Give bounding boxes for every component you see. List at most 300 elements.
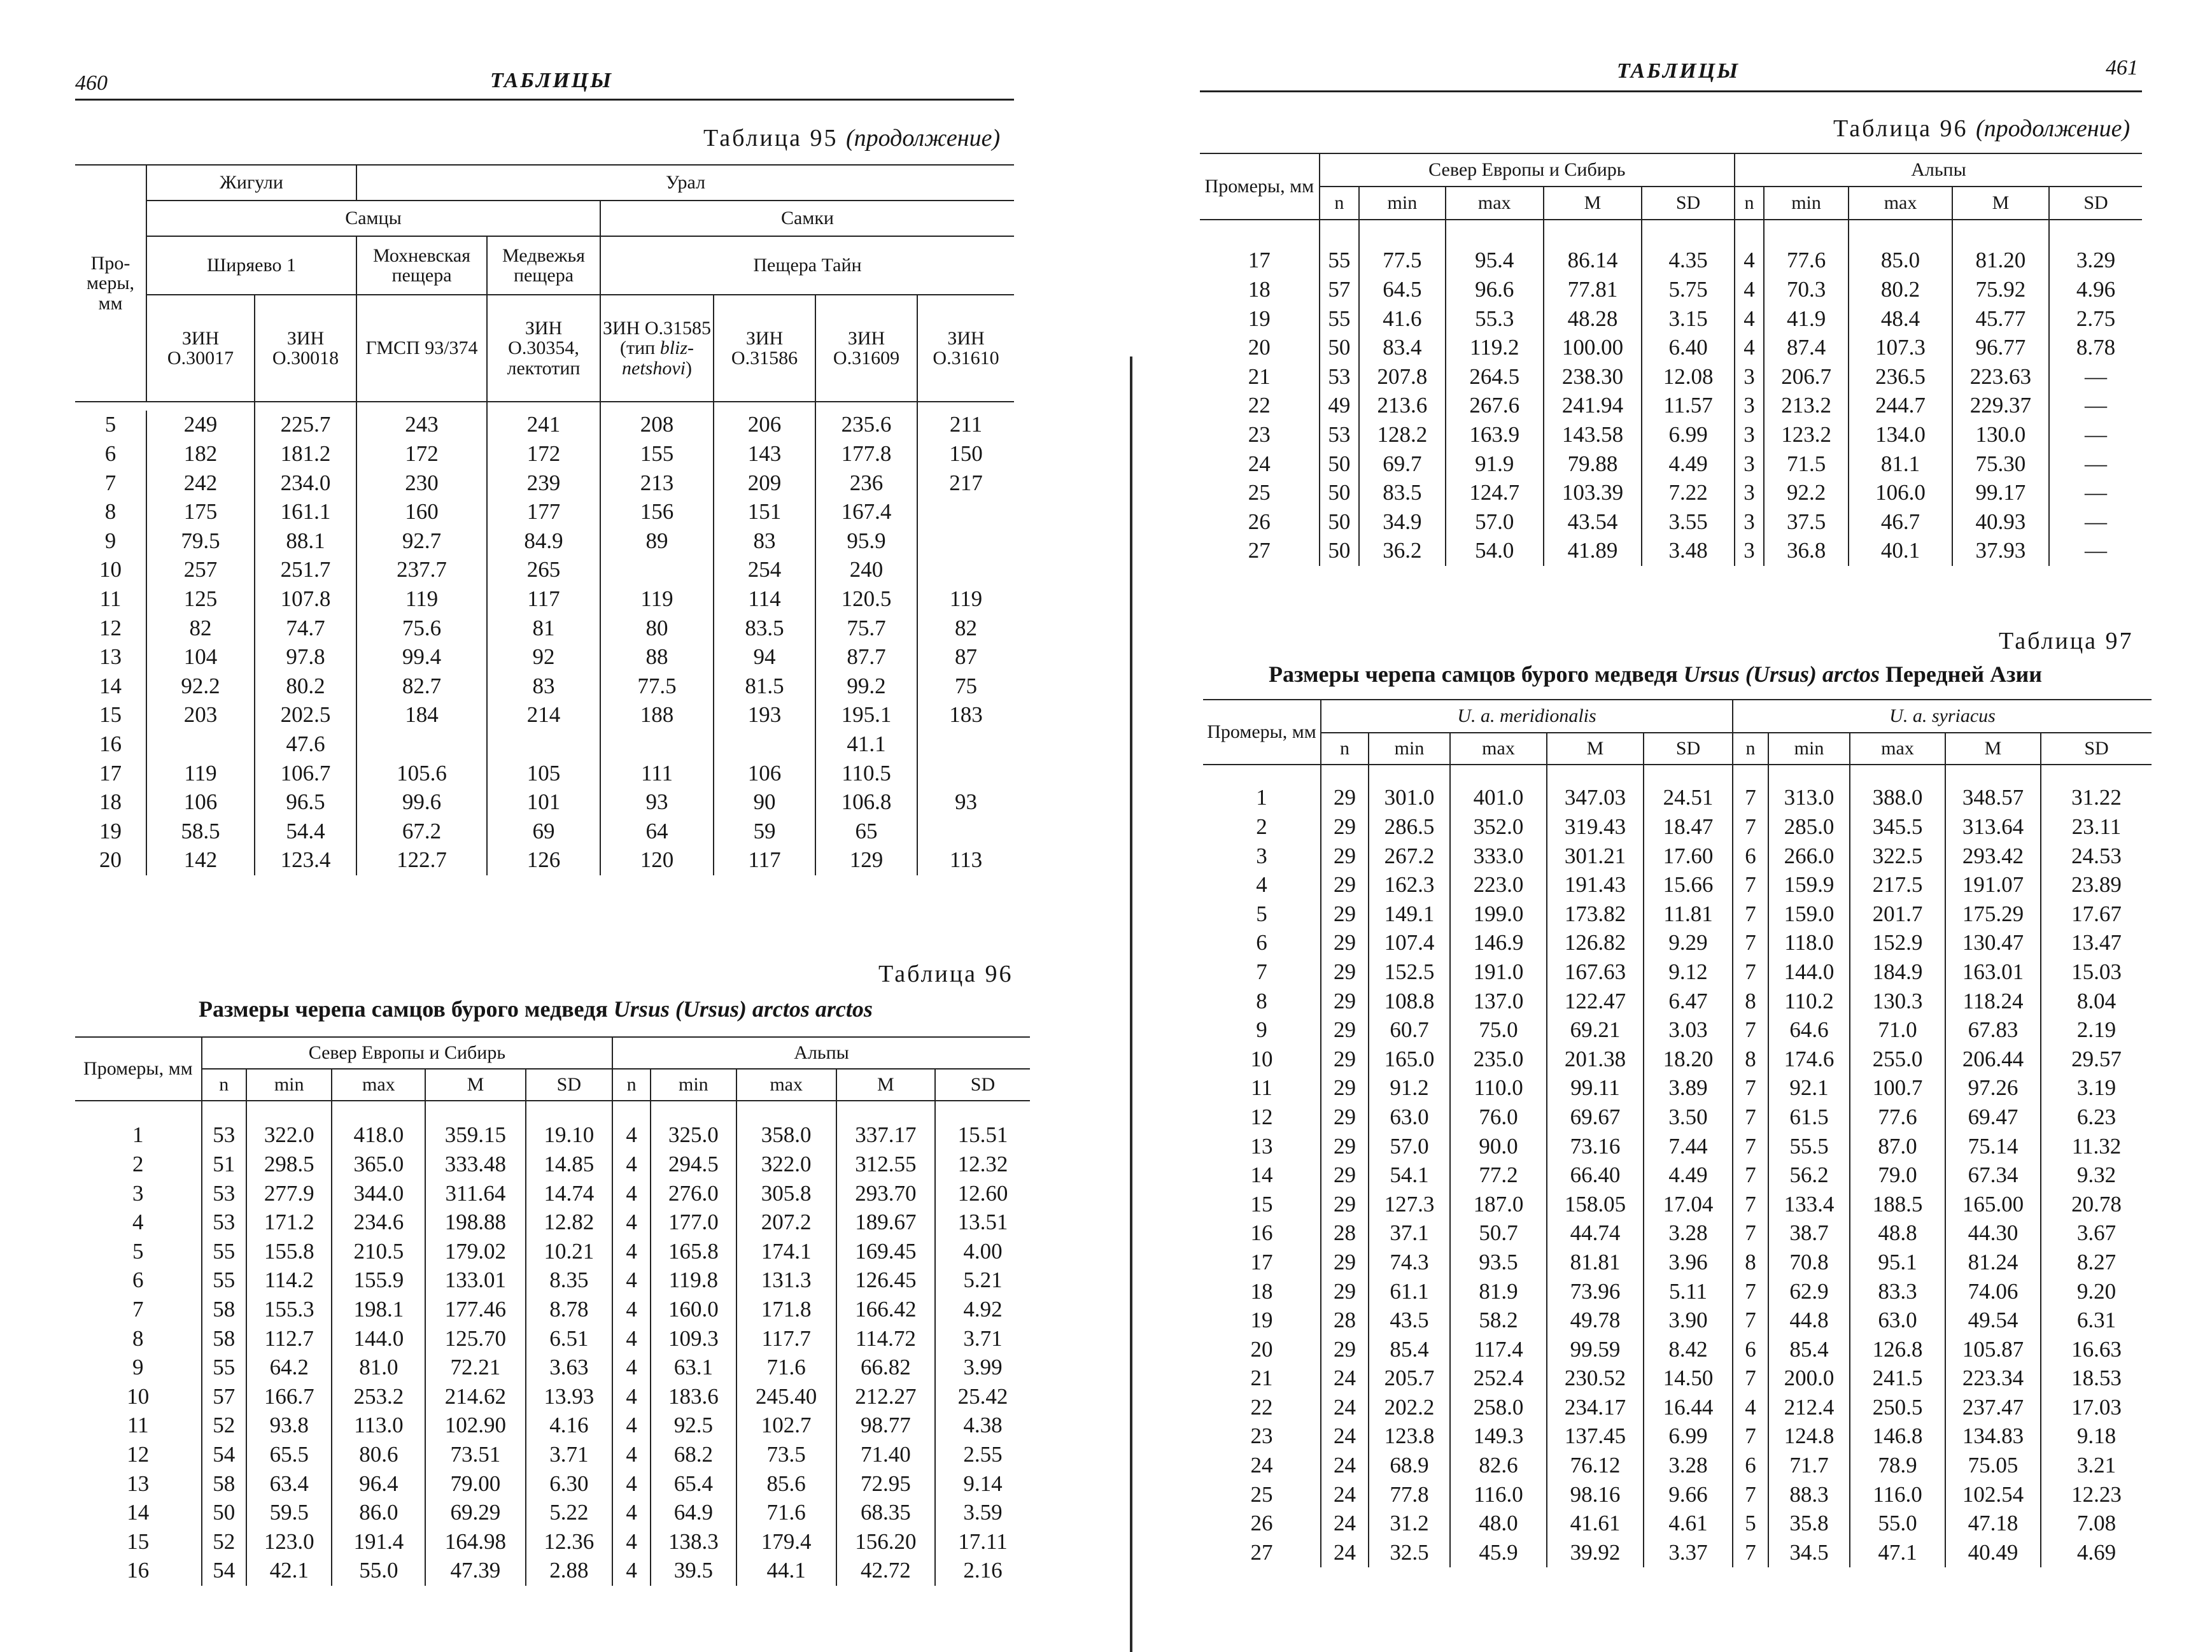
table-cell: 80: [600, 614, 714, 643]
table-cell: 241: [487, 411, 600, 440]
table-cell: 74.7: [255, 614, 356, 643]
table-cell: 122.47: [1547, 987, 1644, 1016]
table-cell: 7: [1733, 1161, 1768, 1190]
table-cell: 239: [487, 469, 600, 498]
table-cell: 235.6: [815, 411, 917, 440]
table-row: [1203, 1480, 2152, 1509]
table-cell: [600, 730, 714, 759]
table-cell: 29: [1321, 1277, 1369, 1306]
header-medvezhya: Медвежья пещера: [487, 236, 600, 295]
header-rule-left: [75, 99, 1014, 101]
table-cell: 88.3: [1768, 1480, 1850, 1509]
table-cell: 48.28: [1544, 304, 1642, 334]
table-cell: 77.5: [1359, 246, 1445, 276]
table-cell: 55.0: [332, 1557, 425, 1586]
table-cell: 82.6: [1450, 1451, 1547, 1481]
table-cell: 3: [1735, 537, 1764, 566]
table-cell: 3.03: [1644, 1016, 1733, 1045]
table-cell: 124.8: [1768, 1422, 1850, 1451]
table-cell: 92.1: [1768, 1074, 1850, 1103]
table-cell: 123.4: [255, 846, 356, 875]
subheader-c7: ЗИН О.31609: [815, 295, 917, 402]
table-cell: 55: [1320, 304, 1360, 334]
table-cell: 173.82: [1547, 900, 1644, 929]
table-cell: 171.2: [246, 1208, 332, 1238]
table-cell: 37.5: [1764, 507, 1849, 537]
subheader-min-g1: min: [1359, 187, 1445, 220]
table-cell: 155.3: [246, 1295, 332, 1325]
table-cell: 114: [714, 585, 815, 614]
table-row: [75, 1353, 1030, 1383]
table-cell: 66.82: [836, 1353, 935, 1383]
table-cell: 7: [1733, 813, 1768, 842]
table-cell: 64.6: [1768, 1016, 1850, 1045]
table-row: [75, 1382, 1030, 1411]
running-head-left: ТАБЛИЦЫ: [490, 69, 614, 92]
table-cell: 6: [1733, 1451, 1768, 1481]
table-row: [1200, 537, 2142, 566]
table-cell: 230: [356, 469, 487, 498]
table-row: [1203, 1538, 2152, 1567]
table97-caption: Таблица 97: [1999, 628, 2134, 654]
table-cell: [714, 730, 815, 759]
table-cell: 165.8: [651, 1237, 736, 1266]
table-cell: 401.0: [1450, 784, 1547, 813]
table-cell: 92.2: [146, 672, 255, 701]
table-row: [1200, 334, 2142, 363]
table-cell: 84.9: [487, 526, 600, 556]
table-cell: 16.44: [1644, 1393, 1733, 1422]
table-cell: 91.2: [1369, 1074, 1450, 1103]
table-cell: 4: [612, 1527, 651, 1557]
table-cell: 89: [600, 526, 714, 556]
table-cell: 60.7: [1369, 1016, 1450, 1045]
row-label: 23: [1203, 1422, 1321, 1451]
table-cell: 64.5: [1359, 276, 1445, 305]
table-cell: 65.4: [651, 1469, 736, 1499]
header-alpy: Альпы: [1735, 153, 2142, 187]
table-cell: 53: [202, 1121, 246, 1150]
table-row: [1203, 842, 2152, 871]
table96: [75, 1036, 1030, 1586]
table-cell: 83.5: [714, 614, 815, 643]
table-cell: 69.21: [1547, 1016, 1644, 1045]
table-cell: 117.7: [736, 1324, 836, 1353]
table-cell: 207.8: [1359, 362, 1445, 392]
table-cell: 241.5: [1850, 1364, 1945, 1394]
header-sever: Север Европы и Сибирь: [202, 1037, 612, 1069]
table-cell: 209: [714, 469, 815, 498]
table-cell: 82.7: [356, 672, 487, 701]
table-cell: 7: [1733, 900, 1768, 929]
table-cell: 77.6: [1850, 1103, 1945, 1133]
table-cell: 118.24: [1945, 987, 2041, 1016]
table-cell: 208: [600, 411, 714, 440]
table-cell: 137.45: [1547, 1422, 1644, 1451]
col-header-promery: Про-меры, мм: [75, 165, 146, 402]
table-cell: 152.9: [1850, 929, 1945, 958]
table-cell: 69.67: [1547, 1103, 1644, 1133]
header-rule-right: [1200, 90, 2142, 92]
table-cell: 20.78: [2071, 1191, 2122, 1217]
subheader-n-g1: n: [202, 1069, 246, 1101]
table-cell: 365.0: [332, 1150, 425, 1180]
table-cell: 255.0: [1850, 1045, 1945, 1074]
table-cell: 117: [714, 846, 815, 875]
table-row: [75, 1441, 1030, 1470]
table-cell: 54.0: [1446, 537, 1544, 566]
table-cell: 71.0: [1850, 1016, 1945, 1045]
table-cell: 45.77: [1952, 304, 2049, 334]
table-cell: 48.0: [1450, 1509, 1547, 1539]
table-cell: 7: [1733, 784, 1768, 813]
table-cell: 119: [146, 759, 255, 788]
table-cell: 3: [1735, 362, 1764, 392]
table-row: [75, 1208, 1030, 1238]
table-cell: 3: [1735, 507, 1764, 537]
table-cell: [917, 556, 1014, 585]
table-cell: 69.47: [1945, 1103, 2041, 1133]
table-cell: 234.17: [1547, 1393, 1644, 1422]
table-cell: 347.03: [1547, 784, 1644, 813]
table-cell: 198.1: [332, 1295, 425, 1325]
table-cell: 97.8: [255, 643, 356, 672]
table-cell: 206.44: [1945, 1045, 2041, 1074]
table-cell: 77.6: [1764, 246, 1849, 276]
table-cell: 12.08: [1642, 362, 1735, 392]
row-label: 8: [75, 1324, 202, 1353]
table-row: [75, 614, 1014, 643]
table-cell: 4: [612, 1179, 651, 1208]
table-cell: 245.40: [736, 1382, 836, 1411]
table-cell: 236.5: [1849, 362, 1952, 392]
table-cell: 177.0: [651, 1208, 736, 1238]
table-cell: 96.6: [1446, 276, 1544, 305]
table-cell: 7: [1733, 958, 1768, 987]
table-cell: 237.7: [356, 556, 487, 585]
table-cell: 257: [146, 556, 255, 585]
row-label: 10: [75, 1382, 202, 1411]
table-cell: 212.4: [1768, 1393, 1850, 1422]
table-cell: 73.96: [1547, 1277, 1644, 1306]
table-cell: 3.96: [1644, 1248, 1733, 1278]
table-cell: 80.6: [332, 1441, 425, 1470]
table-cell: 12.32: [957, 1152, 1008, 1177]
table-cell: 175: [146, 498, 255, 527]
table-cell: 167.4: [815, 498, 917, 527]
table-cell: 344.0: [332, 1179, 425, 1208]
table-row: [75, 759, 1014, 788]
table-cell: 116.0: [1850, 1480, 1945, 1509]
table-cell: 3.55: [1642, 507, 1735, 537]
table-cell: 2.19: [2076, 1017, 2117, 1043]
subheader-max-g2: max: [736, 1069, 836, 1101]
table-cell: 3.71: [963, 1325, 1003, 1351]
table-cell: 93.8: [246, 1411, 332, 1441]
table-row: [1203, 958, 2152, 987]
table-cell: 99.17: [1952, 479, 2049, 508]
table-cell: 217: [949, 470, 983, 495]
table-cell: 55.0: [1850, 1509, 1945, 1539]
table-cell: 7: [1733, 1422, 1768, 1451]
table-cell: 71.5: [1764, 449, 1849, 479]
table-cell: 36.8: [1764, 537, 1849, 566]
table-cell: 63.1: [651, 1353, 736, 1383]
table-cell: 156.20: [836, 1527, 935, 1557]
table-cell: 101: [487, 788, 600, 817]
table-cell: 73.5: [736, 1441, 836, 1470]
row-label: 2: [75, 1150, 202, 1180]
table-cell: 179.4: [736, 1527, 836, 1557]
table-cell: 29: [1321, 929, 1369, 958]
table-cell: 67.83: [1945, 1016, 2041, 1045]
table-cell: 29: [1321, 1335, 1369, 1364]
row-label: 10: [75, 556, 146, 585]
table-cell: 137.0: [1450, 987, 1547, 1016]
header-samki: Самки: [600, 201, 1014, 236]
table-cell: 9.12: [1644, 958, 1733, 987]
table-cell: 41.61: [1547, 1509, 1644, 1539]
row-label: 25: [1203, 1480, 1321, 1509]
table-cell: 9.66: [1644, 1480, 1733, 1509]
table-cell: 44.1: [736, 1557, 836, 1586]
table-cell: 72.95: [836, 1469, 935, 1499]
table-cell: 134.0: [1849, 421, 1952, 450]
table-cell: 4.96: [2076, 277, 2116, 302]
table96-cont-caption: Таблица 96 (продолжение): [1833, 115, 2131, 142]
table-cell: 110.2: [1768, 987, 1850, 1016]
table-row: [75, 1121, 1030, 1150]
table-cell: 69.7: [1359, 449, 1445, 479]
table-cell: 179.02: [425, 1237, 525, 1266]
subheader-sd-g1: SD: [526, 1069, 613, 1101]
table-cell: 116.0: [1450, 1480, 1547, 1509]
table-cell: 19.10: [526, 1121, 613, 1150]
table-cell: 67.2: [356, 817, 487, 846]
col-header-promery: Промеры, мм: [1200, 153, 1320, 220]
table-cell: 41.89: [1544, 537, 1642, 566]
table-cell: 74.06: [1945, 1277, 2041, 1306]
row-label: 27: [1203, 1538, 1321, 1567]
table-cell: 16.63: [2071, 1336, 2122, 1362]
row-label: 18: [75, 788, 146, 817]
table-cell: 3.90: [1644, 1306, 1733, 1336]
table-cell: 68.2: [651, 1441, 736, 1470]
subheader-min-g1: min: [1369, 733, 1450, 765]
table-cell: 55.3: [1446, 304, 1544, 334]
table-cell: 4.35: [1642, 246, 1735, 276]
row-label: 13: [75, 1469, 202, 1499]
subheader-sd-g1: SD: [1644, 733, 1733, 765]
row-label: 6: [75, 440, 146, 469]
table-cell: 2.75: [2076, 306, 2116, 331]
table-cell: 47.1: [1850, 1538, 1945, 1567]
table-cell: 119: [949, 586, 983, 611]
table-cell: 144.0: [1768, 958, 1850, 987]
table-row: [1203, 1306, 2152, 1336]
table-cell: 5: [1733, 1509, 1768, 1539]
table-row: [75, 526, 1014, 556]
header-samtsy: Самцы: [146, 201, 600, 236]
table-cell: 117: [487, 585, 600, 614]
table-row: [1203, 813, 2152, 842]
subheader-sd-g2: SD: [2041, 733, 2152, 765]
table-cell: 174.1: [736, 1237, 836, 1266]
table-cell: 293.70: [836, 1179, 935, 1208]
table-cell: 95.9: [815, 526, 917, 556]
table-cell: 13.51: [957, 1210, 1008, 1235]
header-taiy: Пещера Тайн: [600, 236, 1014, 295]
table-cell: 18.20: [1644, 1045, 1733, 1074]
table-cell: 49.78: [1547, 1306, 1644, 1336]
table-cell: 24.51: [1644, 784, 1733, 813]
table-cell: 58.5: [146, 817, 255, 846]
row-label: 8: [1203, 987, 1321, 1016]
table-cell: 6.30: [526, 1469, 613, 1499]
table-cell: 250.5: [1850, 1393, 1945, 1422]
row-label: 16: [75, 730, 146, 759]
table-cell: 50.7: [1450, 1219, 1547, 1248]
table-cell: 15.66: [1644, 871, 1733, 900]
table-cell: 4: [612, 1469, 651, 1499]
header-mokhnevskaya: Мохневская пещера: [356, 236, 487, 295]
table-cell: 29: [1321, 987, 1369, 1016]
table-cell: 7: [1733, 1103, 1768, 1133]
table-cell: 75.05: [1945, 1451, 2041, 1481]
table-cell: 189.67: [836, 1208, 935, 1238]
table-cell: 77.8: [1369, 1480, 1450, 1509]
table-cell: 75.0: [1450, 1016, 1547, 1045]
table-cell: 23.89: [2071, 872, 2122, 898]
table-cell: 92.2: [1764, 479, 1849, 508]
table-cell: 31.22: [2071, 785, 2122, 810]
table-cell: 213.6: [1359, 392, 1445, 421]
table-cell: 6.40: [1642, 334, 1735, 363]
table-cell: 203: [146, 701, 255, 730]
table-cell: 91.9: [1446, 449, 1544, 479]
table-row: [75, 788, 1014, 817]
table-cell: 3.29: [2076, 248, 2116, 273]
table-cell: 127.3: [1369, 1190, 1450, 1219]
row-label: 21: [1203, 1364, 1321, 1394]
table-cell: 65: [815, 817, 917, 846]
table-cell: 12.36: [526, 1527, 613, 1557]
row-label: 3: [75, 1179, 202, 1208]
table-cell: 82: [955, 615, 977, 640]
table-cell: 230.52: [1547, 1364, 1644, 1394]
table-cell: 123.0: [246, 1527, 332, 1557]
table-cell: 29: [1321, 1161, 1369, 1190]
table-cell: 106: [146, 788, 255, 817]
table-cell: 123.8: [1369, 1422, 1450, 1451]
subheader-m-g1: M: [1544, 187, 1642, 220]
row-label: 1: [75, 1121, 202, 1150]
table-row: [1200, 304, 2142, 334]
table-row: [75, 817, 1014, 846]
table-cell: 86.14: [1544, 246, 1642, 276]
row-label: 13: [75, 643, 146, 672]
page-number-right: 461: [2106, 56, 2138, 80]
table-cell: 97.26: [1945, 1074, 2041, 1103]
table-cell: [917, 730, 1014, 759]
table-cell: 77.5: [600, 672, 714, 701]
table-cell: 40.93: [1952, 507, 2049, 537]
table-cell: 234.0: [255, 469, 356, 498]
table-cell: 322.0: [736, 1150, 836, 1180]
table-cell: 158.05: [1547, 1190, 1644, 1219]
table-cell: 114.2: [246, 1266, 332, 1295]
table-cell: 146.8: [1850, 1422, 1945, 1451]
table-cell: 29.57: [2071, 1046, 2122, 1071]
row-label: 5: [75, 411, 146, 440]
table-cell: 267.6: [1446, 392, 1544, 421]
col-header-promery: Промеры, мм: [75, 1037, 202, 1101]
table-cell: 7.22: [1642, 479, 1735, 508]
table-cell: 183.6: [651, 1382, 736, 1411]
table-row: [1203, 1045, 2152, 1074]
table-cell: 40.1: [1849, 537, 1952, 566]
subheader-max-g1: max: [1450, 733, 1547, 765]
table-cell: 18.47: [1644, 813, 1733, 842]
table-cell: 102.54: [1945, 1480, 2041, 1509]
table-cell: 34.9: [1359, 507, 1445, 537]
table-cell: 81.5: [714, 672, 815, 701]
table-cell: 7: [1733, 1016, 1768, 1045]
table-cell: 93.5: [1450, 1248, 1547, 1278]
subheader-m-g1: M: [1547, 733, 1644, 765]
table-cell: 57.0: [1369, 1132, 1450, 1161]
table-cell: 225.7: [255, 411, 356, 440]
table-cell: 4: [1733, 1393, 1768, 1422]
row-label: 6: [75, 1266, 202, 1295]
table-row: [1200, 421, 2142, 450]
table-cell: 4.92: [963, 1296, 1003, 1322]
table-cell: 43.5: [1369, 1306, 1450, 1336]
table-cell: 107.3: [1849, 334, 1952, 363]
table-cell: 352.0: [1450, 813, 1547, 842]
table-cell: 23.11: [2071, 814, 2122, 840]
table-row: [75, 1469, 1030, 1499]
table-cell: 24: [1321, 1509, 1369, 1539]
row-label: 20: [1203, 1335, 1321, 1364]
table-cell: 120.5: [815, 585, 917, 614]
table96-continued: [1200, 153, 2142, 566]
table-cell: 47.6: [255, 730, 356, 759]
table-cell: 83.4: [1359, 334, 1445, 363]
table-cell: 43.54: [1544, 507, 1642, 537]
table-cell: 4: [612, 1237, 651, 1266]
table-cell: —: [2085, 451, 2107, 476]
table-cell: 93: [600, 788, 714, 817]
table-row: [1203, 1016, 2152, 1045]
table96-caption: Таблица 96: [878, 961, 1013, 987]
table-cell: 177.46: [425, 1295, 525, 1325]
table-cell: 36.2: [1359, 537, 1445, 566]
table-cell: 201.38: [1547, 1045, 1644, 1074]
subheader-max-g2: max: [1850, 733, 1945, 765]
table-cell: 41.1: [815, 730, 917, 759]
table-cell: 105.87: [1945, 1335, 2041, 1364]
row-label: 1: [1203, 784, 1321, 813]
table-row: [1203, 1393, 2152, 1422]
table-cell: 83: [487, 672, 600, 701]
table-cell: 8.35: [526, 1266, 613, 1295]
subheader-sd-g2: SD: [2049, 187, 2142, 220]
table-row: [75, 469, 1014, 498]
table-cell: 54.4: [255, 817, 356, 846]
table-cell: 11.32: [2071, 1133, 2122, 1159]
row-label: 18: [1200, 276, 1320, 305]
